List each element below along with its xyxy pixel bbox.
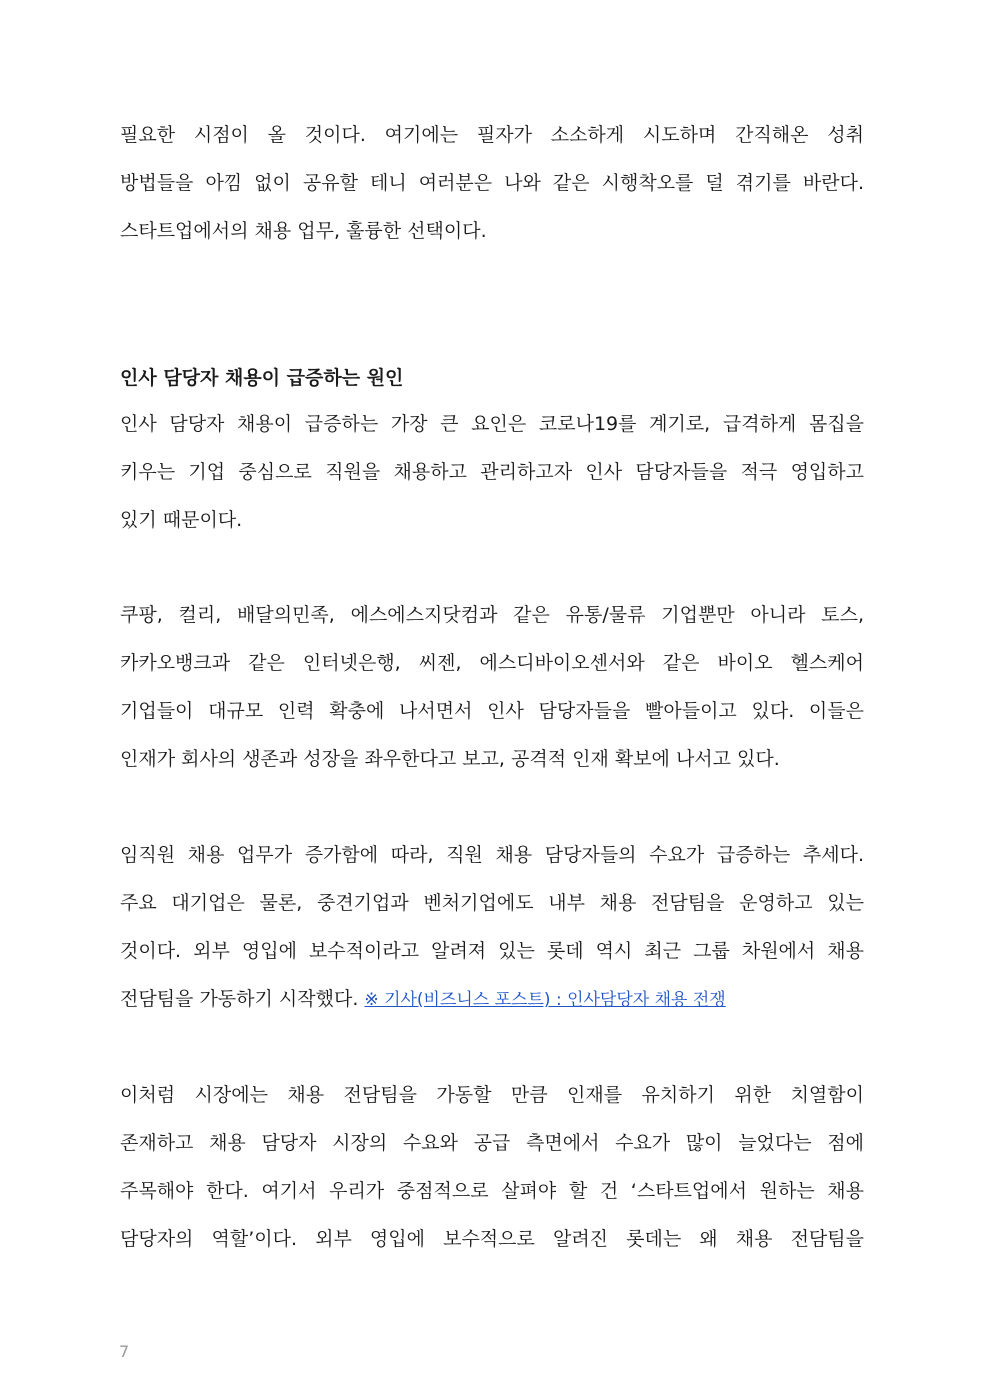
- paragraph2-line-1: 인사 담당자 채용이 급증하는 가장 큰 요인은 코로나19를 계기로, 급격하게 몸집을: [120, 413, 864, 435]
- paragraph3-line-3: 기업들이 대규모 인력 확충에 나서면서 인사 담당자들을 빨아들이고 있다. 이들은: [120, 700, 864, 722]
- paragraph3-line-1: 쿠팡, 컬리, 배달의민족, 에스에스지닷컴과 같은 유통/물류 기업뿐만 아니라 토스,: [120, 604, 864, 626]
- paragraph5-line-1: 이처럼 시장에는 채용 전담팀을 가동할 만큼 인재를 유치하기 위한 치열함이: [120, 1084, 864, 1106]
- paragraph4-line-4: [120, 982, 864, 1016]
- paragraph1-line-2: 방법들을 아낌 없이 공유할 테니 여러분은 나와 같은 시행착오를 덜 겪기를 바란다.: [120, 172, 864, 194]
- paragraph4-line-2: 주요 대기업은 물론, 중견기업과 벤처기업에도 내부 채용 전담팀을 운영하고 있는: [120, 892, 864, 914]
- paragraph4-line-1: 임직원 채용 업무가 증가함에 따라, 직원 채용 담당자들의 수요가 급증하는 추세다.: [120, 844, 864, 866]
- page-number: 7: [119, 1342, 130, 1361]
- paragraph5-line-2: 존재하고 채용 담당자 시장의 수요와 공급 측면에서 수요가 많이 늘었다는 점에: [120, 1132, 864, 1154]
- paragraph3-line-2: 카카오뱅크과 같은 인터넷은행, 씨젠, 에스디바이오센서와 같은 바이오 헬스케어: [120, 652, 864, 674]
- section-heading: 인사 담당자 채용이 급증하는 원인: [120, 367, 404, 389]
- paragraph4-line-3: 것이다. 외부 영입에 보수적이라고 알려져 있는 롯데 역시 최근 그룹 차원에서 채용: [120, 940, 864, 962]
- article-link[interactable]: ※ 기사(비즈니스 포스트) : 인사담당자 채용 전쟁: [364, 990, 726, 1010]
- paragraph2-line-2: 키우는 기업 중심으로 직원을 채용하고 관리하고자 인사 담당자들을 적극 영입하고: [120, 461, 864, 483]
- paragraph1-line-1: 필요한 시점이 올 것이다. 여기에는 필자가 소소하게 시도하며 간직해온 성취: [120, 124, 864, 146]
- paragraph4-line-4-text: 전담팀을 가동하기 시작했다.: [120, 988, 365, 1010]
- paragraph2-line-3: 있기 때문이다.: [120, 509, 243, 531]
- paragraph3-line-4: 인재가 회사의 생존과 성장을 좌우한다고 보고, 공격적 인재 확보에 나서고 있다.: [120, 748, 780, 770]
- paragraph5-line-4: 담당자의 역할’이다. 외부 영입에 보수적으로 알려진 롯데는 왜 채용 전담팀을: [120, 1228, 864, 1250]
- paragraph1-line-3: 스타트업에서의 채용 업무, 훌륭한 선택이다.: [120, 220, 487, 242]
- paragraph5-line-3: 주목해야 한다. 여기서 우리가 중점적으로 살펴야 할 건 ‘스타트업에서 원하는 채용: [120, 1180, 864, 1202]
